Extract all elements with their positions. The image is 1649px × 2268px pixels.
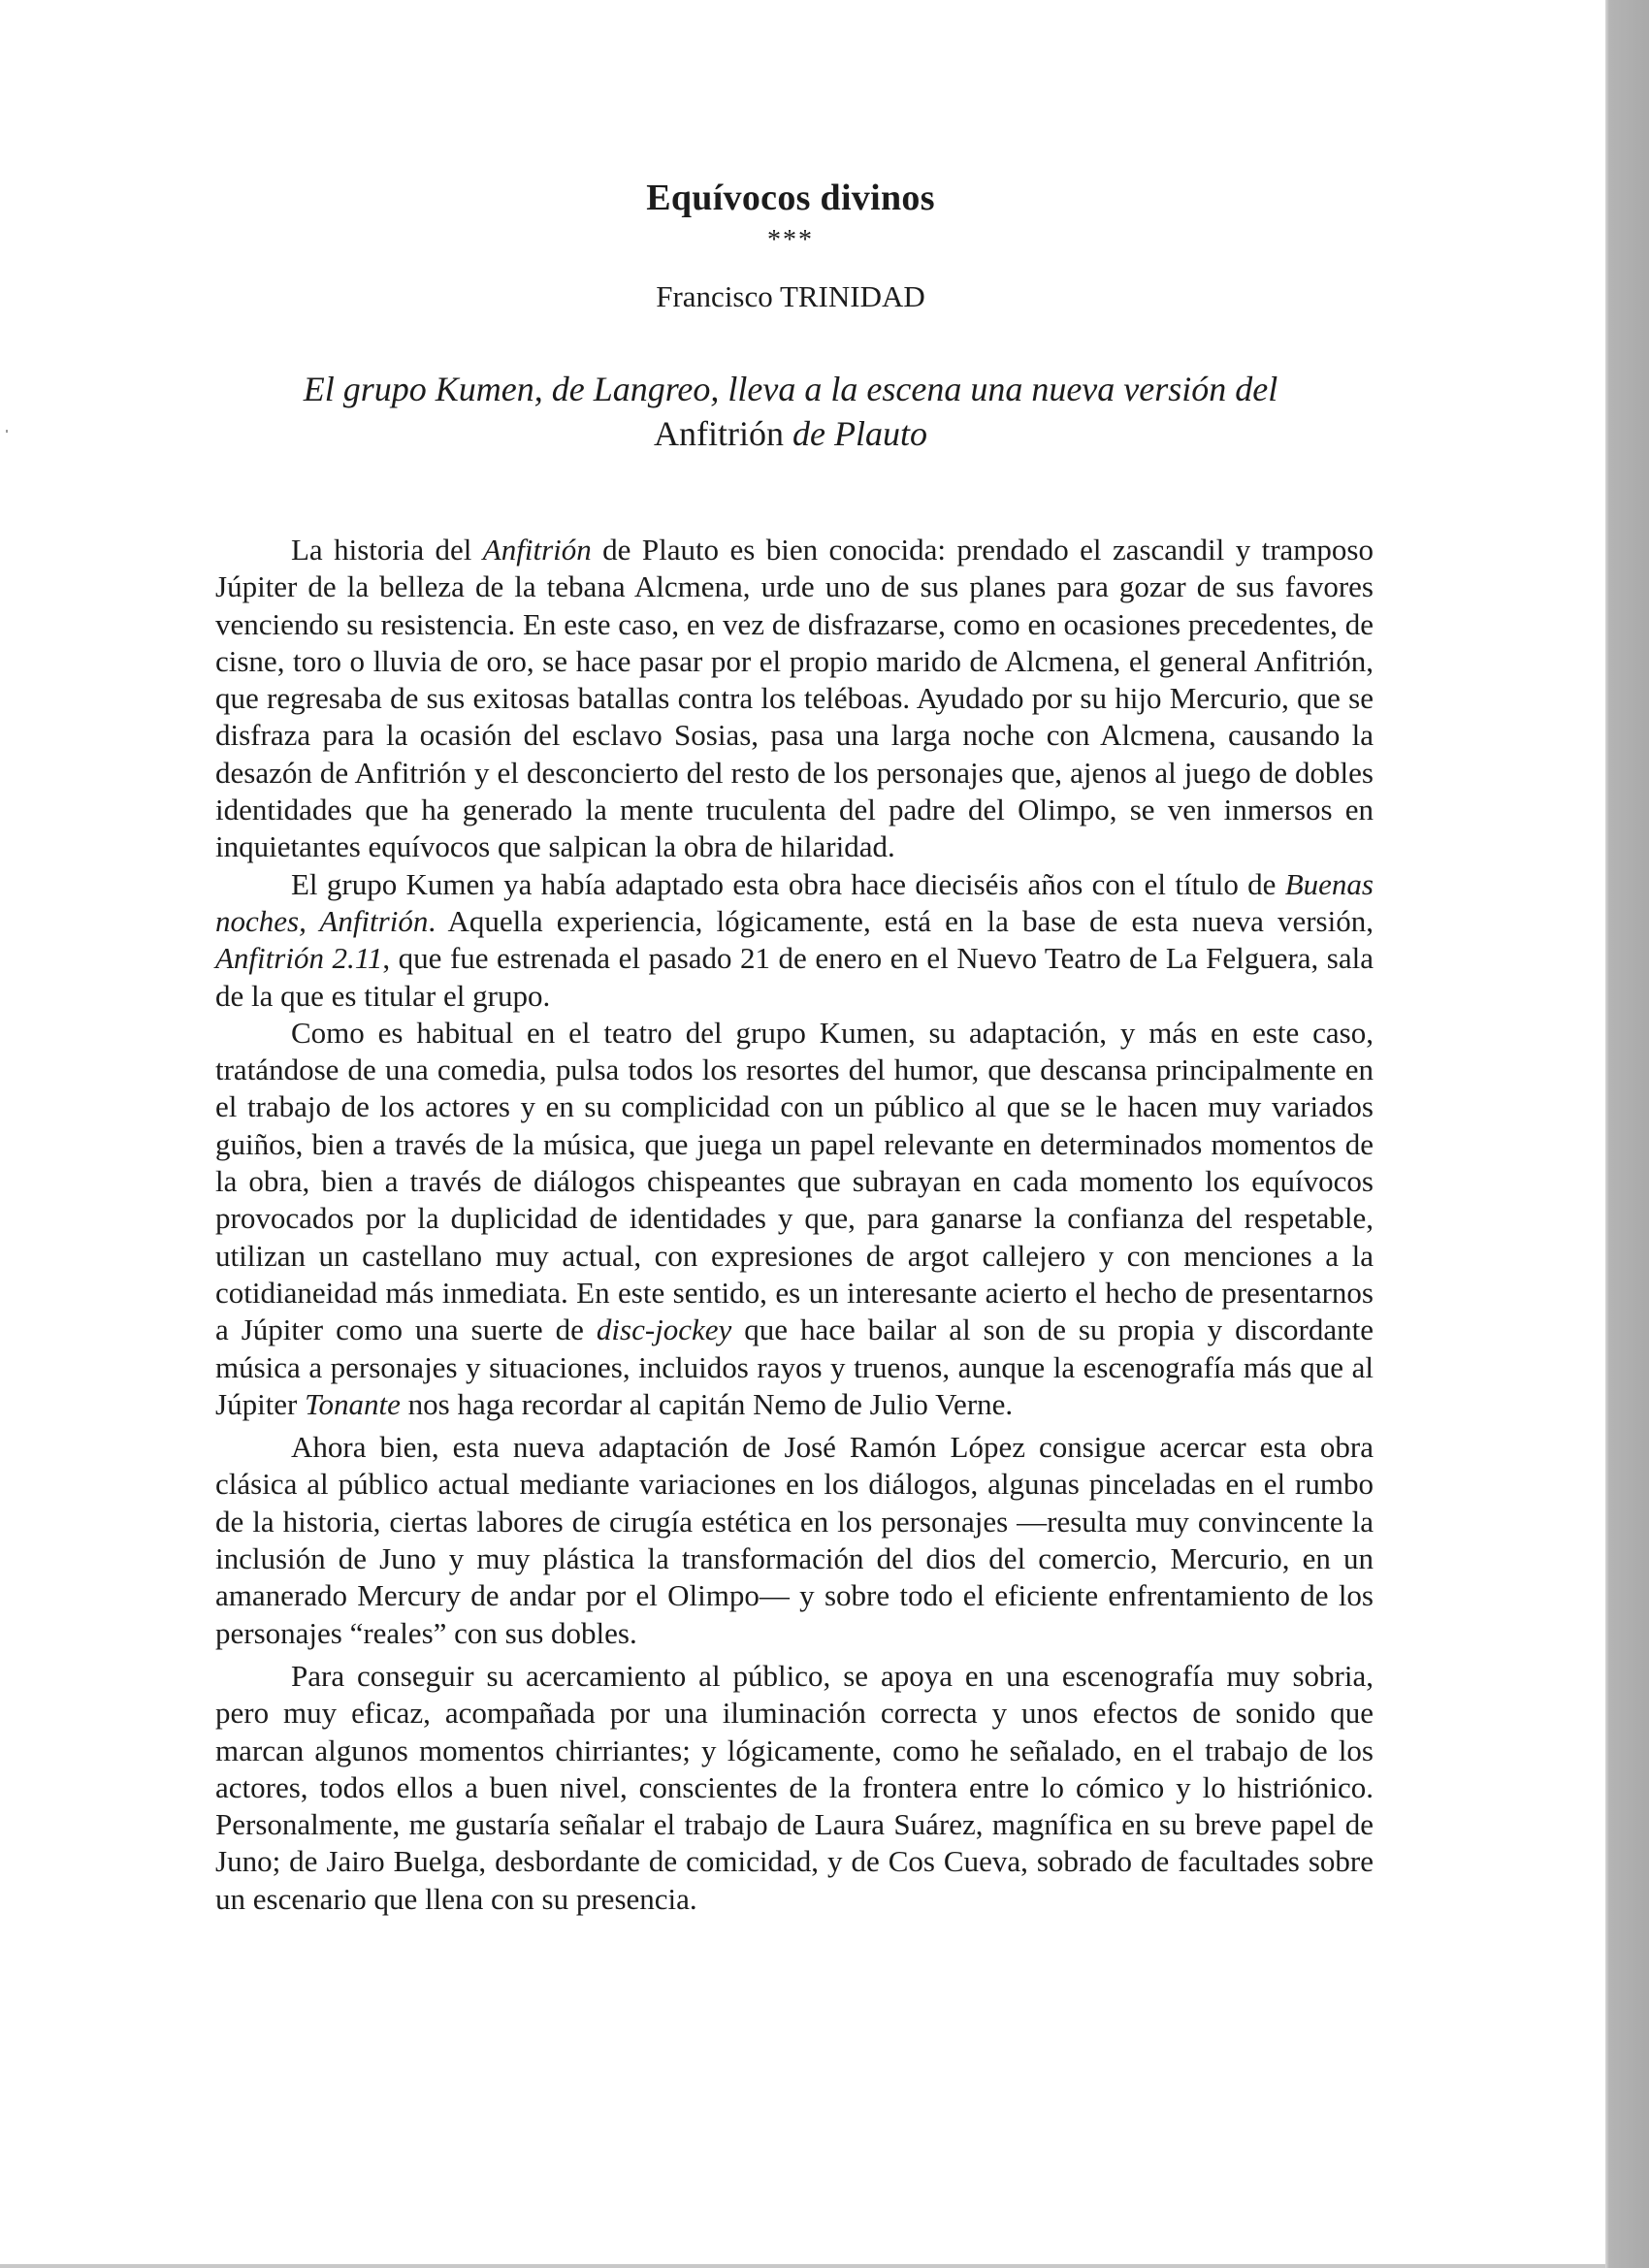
scanner-edge [1605, 0, 1649, 2268]
scan-speck [6, 430, 8, 433]
paragraph [215, 1429, 1374, 1652]
title-separator: *** [767, 225, 814, 255]
italic-text: Anfitrión [482, 533, 592, 567]
subtitle-line-2 [0, 411, 1581, 456]
paragraph-text: de Plauto es bien conocida: prendado el zascandil y tramposo Júpiter de la belleza de la tebana Alcmena, urde uno de sus planes para gozar de sus favores venciendo su resistencia. En este caso, en vez de disfrazarse, como en ocasiones precedentes, de cisne, toro o lluvia de oro, se hace pasar por el propio marido de Alcmena, el general Anfitrión, que regresaba de sus exitosas batallas contra los teléboas. Ayudado por su hijo Mercurio, que se disfraza para la ocasión del esclavo Sosias, pasa una larga noche con Alcmena, causando la desazón de Anfitrión y el desconcierto del resto de los personajes que, ajenos al juego de dobles identidades que ha generado la mente truculenta del padre del Olimpo, se ven inmersos en inquietantes equívocos que salpican la obra de hilaridad. [215, 533, 1374, 864]
paragraph-text: El grupo Kumen ya había adaptado esta obra hace dieciséis años con el título de [291, 866, 1285, 901]
italic-text: Anfitrión 2.11 [215, 941, 383, 976]
paragraph-text: nos haga recordar al capitán Nemo de Julio Verne. [400, 1386, 1014, 1421]
article-body [215, 532, 1374, 1918]
paragraph-text: Ahora bien, esta nueva adaptación de José Ramón López consigue acercar esta obra clásica al público actual mediante variaciones en los diálogos, algunas pinceladas en el rumbo de la historia, ciertas labores de cirugía estética en los personajes —resulta muy convincente la inclusión de Juno y muy plástica la transformación del dios del comercio, Mercurio, en un amanerado Mercury de andar por el Olimpo— y sobre todo el eficiente enfrentamiento de los personajes “reales” con sus dobles. [215, 1430, 1374, 1650]
paragraph-text: . Aquella experiencia, lógicamente, está en la base de esta nueva versión, [428, 903, 1374, 938]
paragraph-text: La historia del [291, 533, 483, 567]
subtitle-line-1: El grupo Kumen, de Langreo, lleva a la escena una nueva versión del [303, 370, 1278, 408]
article-author: Francisco TRINIDAD [656, 279, 925, 313]
paragraph-text: , que fue estrenada el pasado 21 de enero en el Nuevo Teatro de La Felguera, sala de la que es titular el grupo. [215, 941, 1374, 1013]
article-title: Equívocos divinos [646, 178, 935, 218]
subtitle-author-ref: de Plauto [784, 414, 927, 453]
paragraph-text: Para conseguir su acercamiento al público, se apoya en una escenografía muy sobria, pero muy eficaz, acompañada por una iluminación correcta y unos efectos de sonido que marcan algunos momentos chirriantes; y lógicamente, como he señalado, en el trabajo de los actores, todos ellos a buen nivel, conscientes de la frontera entre lo cómico y lo histriónico. Personalmente, me gustaría señalar el trabajo de Laura Suárez, magnífica en su breve papel de Juno; de Jairo Buelga, desbordante de comicidad, y de Cos Cueva, sobrado de facultades sobre un escenario que llena con su presencia. [215, 1658, 1374, 1916]
paragraph [215, 866, 1374, 1015]
paragraph-text: Como es habitual en el teatro del grupo Kumen, su adaptación, y más en este caso, tratándose de una comedia, pulsa todos los resortes del humor, que descansa principalmente en el trabajo de los actores y en su complicidad con un público al que se le hacen muy variados guiños, bien a través de la música, que juega un papel relevante en determinados momentos de la obra, bien a través de diálogos chispeantes que subrayan en cada momento los equívocos provocados por la duplicidad de identidades y que, para ganarse la confianza del respetable, utilizan un castellano muy actual, con expresiones de argot callejero y con menciones a la cotidianeidad más inmediata. En este sentido, es un interesante acierto el hecho de presentarnos a Júpiter como una suerte de [215, 1015, 1374, 1347]
paragraph [215, 1658, 1374, 1918]
paragraph [215, 532, 1374, 866]
italic-text: Tonante [305, 1386, 401, 1421]
paragraph [215, 1015, 1374, 1423]
italic-text: disc-jockey [596, 1312, 732, 1347]
article-subtitle [0, 367, 1581, 456]
paragraph-text: que hace bailar al son de su propia y discordante música a personajes y situaciones, incluidos rayos y truenos, aunque la escenografía más que al Júpiter [215, 1312, 1374, 1421]
scanner-edge-bottom [0, 2264, 1605, 2268]
subtitle-work-title: Anfitrión [654, 414, 784, 453]
italic-text: Buenas noches, Anfitrión [215, 866, 1374, 938]
